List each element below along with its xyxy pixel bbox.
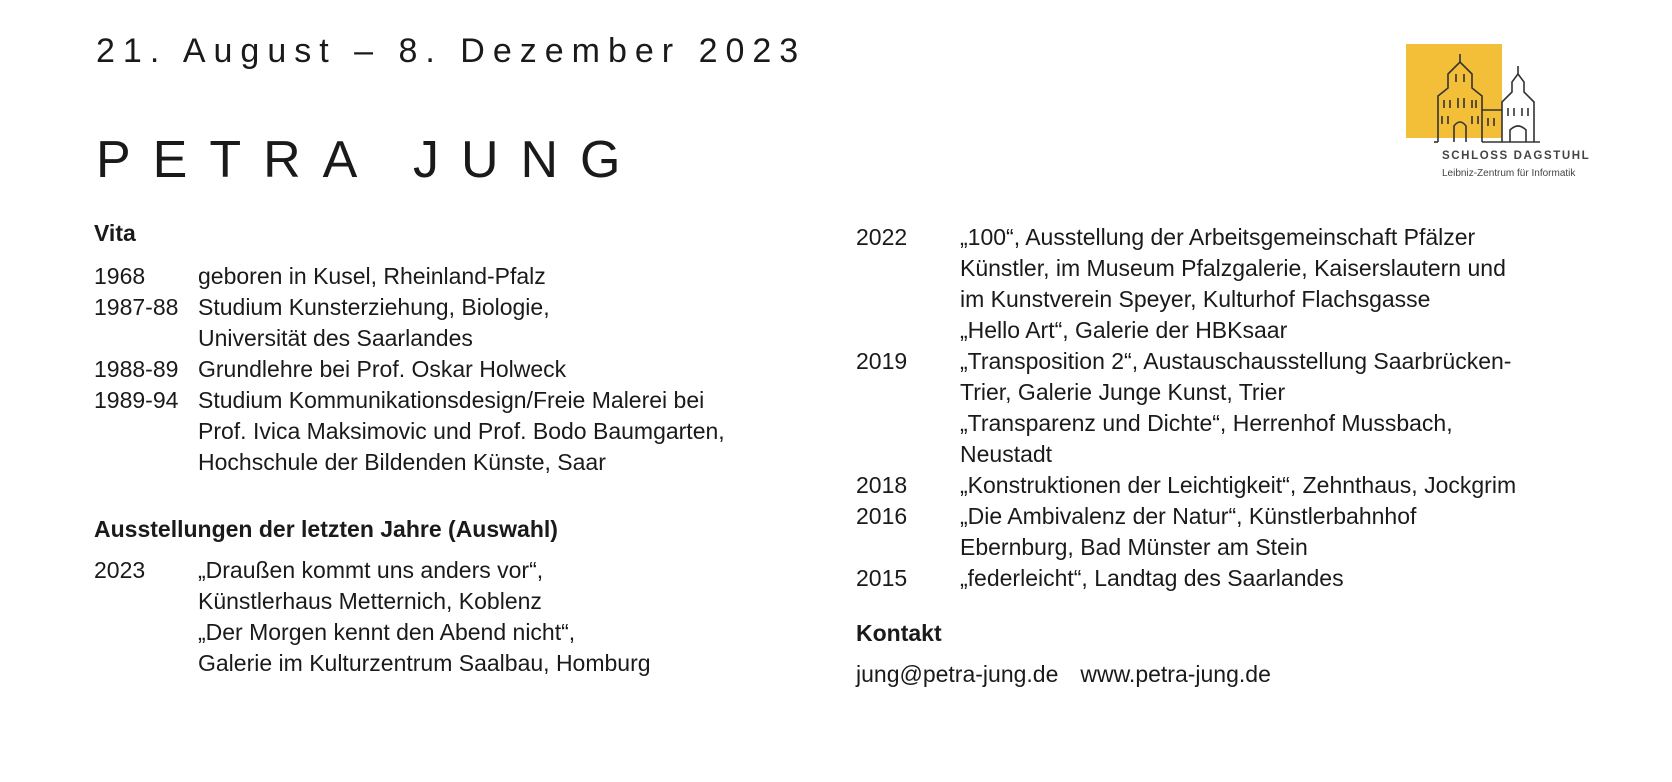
entry-line: „Konstruktionen der Leichtigkeit“, Zehnthaus, Jockgrim [960,472,1517,498]
entry-text [960,501,1596,563]
exhibition-entry [856,470,1596,501]
exhibitions-heading: Ausstellungen der letzten Jahre (Auswahl) [94,516,558,542]
contact-heading: Kontakt [856,620,942,646]
entry-text [198,292,814,354]
entry-line: „Draußen kommt uns anders vor“, [198,557,544,583]
entry-line: „100“, Ausstellung der Arbeitsgemeinschaft Pfälzer [960,224,1476,250]
left-column [94,218,814,679]
entry-line: Universität des Saarlandes [198,325,473,351]
entry-line: Studium Kommunikationsdesign/Freie Malerei bei [198,387,705,413]
entry-line: „Hello Art“, Galerie der HBKsaar [960,317,1288,343]
entry-line: „Die Ambivalenz der Natur“, Künstlerbahnhof [960,503,1417,529]
vita-list [94,261,814,478]
exhibitions-list-right [856,222,1596,594]
entry-line: Grundlehre bei Prof. Oskar Holweck [198,356,567,382]
castle-icon [1434,52,1540,148]
entry-year: 1987-88 [94,294,179,320]
entry-year: 2015 [856,565,908,591]
entry-year: 1988-89 [94,356,179,382]
entry-line: Studium Kunsterziehung, Biologie, [198,294,550,320]
entry-line: „Der Morgen kennt den Abend nicht“, [198,619,576,645]
entry-line: geboren in Kusel, Rheinland-Pfalz [198,263,546,289]
entry-text [960,470,1596,501]
entry-text [960,563,1596,594]
entry-text [198,354,814,385]
exhibition-entry [856,346,1596,470]
exhibition-entry [856,222,1596,346]
vita-entry [94,292,814,354]
logo-name: SCHLOSS DAGSTUHL [1442,150,1591,162]
entry-year: 1968 [94,263,146,289]
entry-text [960,346,1596,470]
entry-text [198,555,814,679]
contact-line [856,659,1596,690]
contact-website-link[interactable]: www.petra-jung.de [1080,661,1271,687]
exhibition-entry [856,501,1596,563]
exhibitions-list-left [94,555,814,679]
schloss-dagstuhl-logo [1406,44,1606,194]
entry-year: 2023 [94,557,146,583]
right-column [856,222,1596,690]
vita-entry [94,354,814,385]
exhibition-date-range: 21. August – 8. Dezember 2023 [96,32,807,70]
entry-line: Trier, Galerie Junge Kunst, Trier [960,379,1286,405]
entry-text [960,222,1596,346]
entry-line: Galerie im Kulturzentrum Saalbau, Homburg [198,650,651,676]
logo-subtitle: Leibniz-Zentrum für Informatik [1442,168,1576,179]
entry-year: 2022 [856,224,908,250]
entry-line: Künstlerhaus Metternich, Koblenz [198,588,542,614]
entry-line: im Kunstverein Speyer, Kulturhof Flachsgasse [960,286,1431,312]
entry-year: 1989-94 [94,387,179,413]
vita-entry [94,261,814,292]
entry-line: Neustadt [960,441,1053,467]
entry-year: 2016 [856,503,908,529]
entry-line: „Transposition 2“, Austauschausstellung Saarbrücken- [960,348,1512,374]
entry-line: „federleicht“, Landtag des Saarlandes [960,565,1344,591]
artist-name: PETRA JUNG [96,131,643,189]
entry-year: 2019 [856,348,908,374]
entry-line: „Transparenz und Dichte“, Herrenhof Mussbach, [960,410,1453,436]
vita-heading: Vita [94,220,136,246]
entry-line: Prof. Ivica Maksimovic und Prof. Bodo Baumgarten, [198,418,725,444]
vita-entry [94,385,814,478]
contact-email-link[interactable]: jung@petra-jung.de [856,661,1059,687]
exhibition-entry [856,563,1596,594]
entry-line: Künstler, im Museum Pfalzgalerie, Kaiserslautern und [960,255,1506,281]
entry-text [198,261,814,292]
entry-line: Hochschule der Bildenden Künste, Saar [198,449,606,475]
exhibition-entry [94,555,814,679]
entry-year: 2018 [856,472,908,498]
entry-line: Ebernburg, Bad Münster am Stein [960,534,1308,560]
entry-text [198,385,814,478]
